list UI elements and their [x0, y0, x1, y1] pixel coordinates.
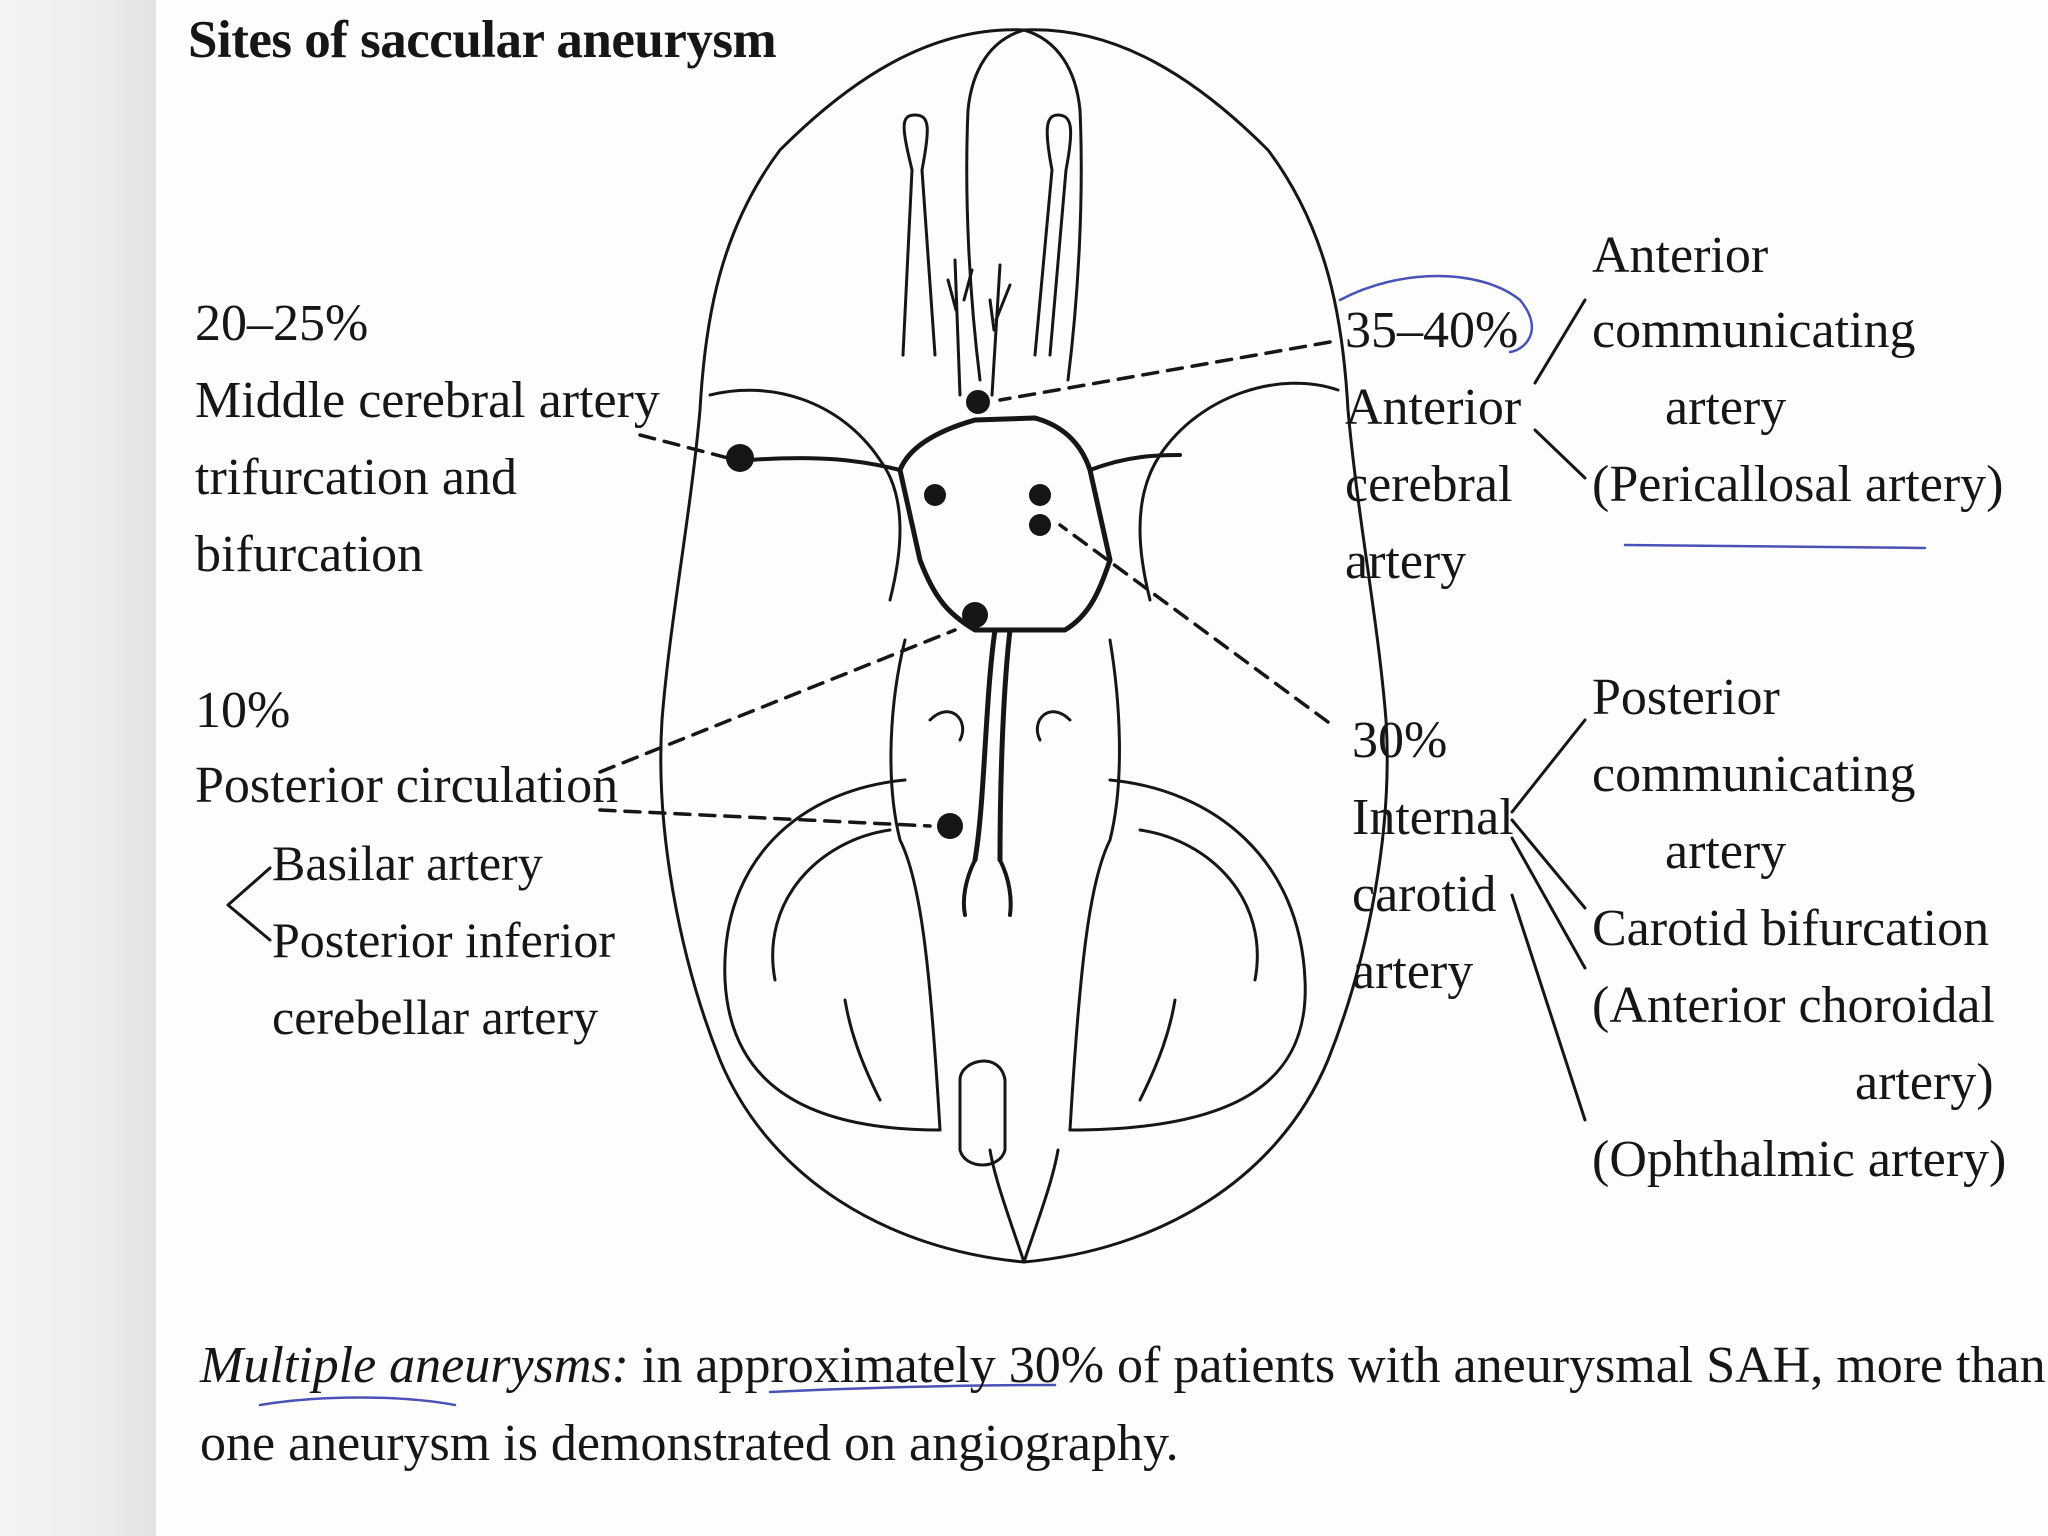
posterior-label: Posterior circulation — [195, 757, 619, 814]
pcom-label-line2: communicating — [1592, 746, 1916, 803]
aca-label-line3: artery — [1345, 533, 1467, 590]
pericallosal-label: (Pericallosal artery) — [1592, 456, 2004, 513]
basilar-artery — [975, 630, 1010, 860]
anterior-choroidal-label-line2: artery) — [1855, 1054, 1994, 1111]
mca-percent: 20–25% — [195, 295, 369, 352]
aca-percent: 35–40% — [1345, 302, 1519, 359]
aneurysm-pica — [937, 813, 963, 839]
aneurysm-basilar-tip — [962, 602, 988, 628]
pica-label-line2: cerebellar artery — [272, 989, 599, 1045]
ica-percent: 30% — [1352, 712, 1448, 769]
caption-line1 — [200, 1337, 2046, 1394]
occipital-fissure — [990, 1150, 1024, 1262]
olfactory-tract-right — [1047, 115, 1070, 355]
ica-label-line3: artery — [1352, 943, 1474, 1000]
pen-underline-pericallosal — [1625, 545, 1925, 548]
aneurysm-ica-right — [1029, 484, 1051, 506]
medulla-section — [960, 1061, 1005, 1165]
aneurysm-ica-left — [924, 484, 946, 506]
acom-label-line3: artery — [1665, 379, 1787, 436]
posterior-percent: 10% — [195, 682, 291, 739]
carotid-bifurcation-label: Carotid bifurcation — [1592, 900, 1990, 957]
brain-outline — [661, 30, 1387, 1262]
pcom-label-line1: Posterior — [1592, 669, 1780, 726]
mca-label-line3: bifurcation — [195, 526, 424, 583]
pen-underline-multiple — [260, 1398, 455, 1406]
cerebellum-right — [1070, 780, 1305, 1130]
pointer-mca — [640, 435, 728, 458]
acom-label-line2: communicating — [1592, 302, 1916, 359]
caption-italic: Multiple aneurysms: — [200, 1337, 629, 1394]
aca-label-line1: Anterior — [1345, 379, 1522, 436]
aneurysm-acom — [966, 390, 990, 414]
caption-line2: one aneurysm is demonstrated on angiography. — [200, 1415, 1179, 1472]
basilar-label: Basilar artery — [272, 835, 543, 891]
aca-label-line2: cerebral — [1345, 456, 1513, 513]
aneurysm-mca — [726, 444, 754, 472]
anterior-choroidal-label-line1: (Anterior choroidal — [1592, 977, 1995, 1034]
pointer-pica — [600, 810, 930, 826]
mca-label-line1: Middle cerebral artery — [195, 372, 660, 429]
ophthalmic-label: (Ophthalmic artery) — [1592, 1131, 2007, 1188]
aneurysm-pcom — [1029, 514, 1051, 536]
page-title: Sites of saccular aneurysm — [188, 11, 777, 69]
sylvian-fissure-left — [710, 390, 900, 600]
pointer-ica — [1060, 525, 1328, 722]
pcom-label-line3: artery — [1665, 823, 1787, 880]
ica-label-line1: Internal — [1352, 789, 1514, 846]
mca-label-line2: trifurcation and — [195, 449, 517, 506]
pica-label-line1: Posterior inferior — [272, 912, 615, 968]
ica-label-line2: carotid — [1352, 866, 1497, 923]
caption-line1-rest: in approximately 30% of patients with aneurysmal SAH, more than — [628, 1337, 2046, 1394]
pointer-basilar — [600, 630, 955, 772]
cerebellum-left — [725, 780, 940, 1130]
acom-label-line1: Anterior — [1592, 227, 1769, 284]
sylvian-fissure-right — [1140, 383, 1338, 600]
circle-of-willis — [900, 418, 1110, 630]
